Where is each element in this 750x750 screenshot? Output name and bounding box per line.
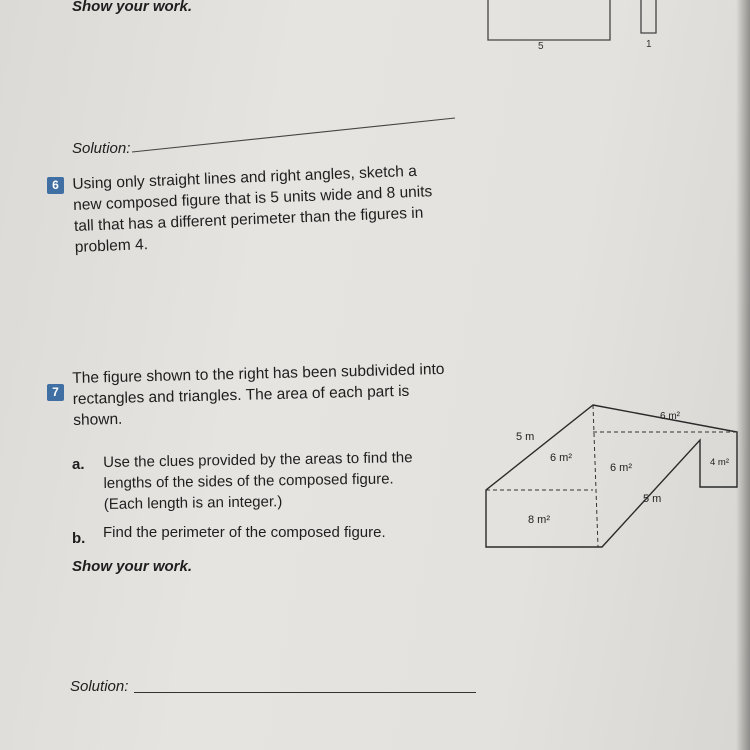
label-5m-right: 5 m — [643, 493, 662, 505]
solution-label-top: Solution: — [72, 140, 131, 157]
part-b-text: Find the perimeter of the composed figure. — [103, 524, 386, 541]
solution-line-top — [130, 112, 460, 157]
problem-6-text: Using only straight lines and right angles, sketch a new composed figure that is 5 units wide and 8 units tall that has a different perimeter than the figures in problem 4. — [72, 162, 433, 256]
label-6m2-top: 6 m² — [660, 411, 680, 422]
solution-line-bottom — [134, 692, 476, 693]
part-b-letter: b. — [72, 530, 86, 547]
label-6m2-triangle-right: 6 m² — [610, 462, 632, 474]
label-8m2: 8 m² — [528, 514, 550, 526]
problem-7-number: 7 — [47, 384, 64, 401]
problem-7-text: The figure shown to the right has been subdivided into rectangles and triangles. The area of each part is shown. — [72, 360, 445, 429]
solution-label-bottom: Solution: — [70, 678, 129, 695]
top-figure-label-5: 5 — [538, 41, 544, 52]
show-work-top: Show your work. — [72, 0, 193, 15]
label-6m2-triangle-left: 6 m² — [550, 452, 572, 464]
part-a-letter: a. — [72, 456, 85, 473]
label-4m2: 4 m² — [710, 457, 729, 468]
top-figure — [470, 0, 670, 60]
top-figure-label-1: 1 — [646, 39, 652, 50]
composed-figure — [480, 395, 745, 555]
label-5m-left: 5 m — [516, 431, 535, 443]
show-work-problem-7: Show your work. — [72, 558, 193, 575]
part-a-text: Use the clues provided by the areas to find the lengths of the sides of the composed figure. (Each length is an integer.) — [103, 449, 413, 513]
problem-6-number: 6 — [47, 177, 64, 194]
